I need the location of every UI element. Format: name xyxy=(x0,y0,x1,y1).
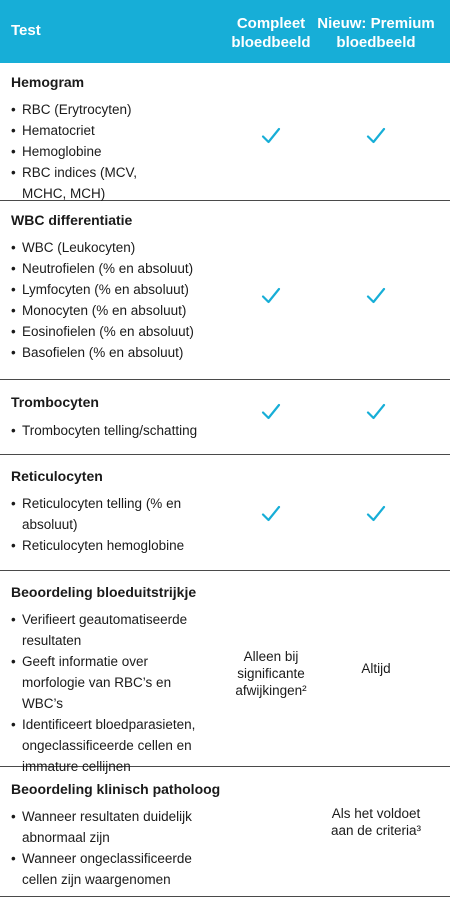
list-item: • Wanneer resultaten duidelijk abnormaal zijn xyxy=(11,806,196,848)
section-title: Hemogram xyxy=(11,74,85,90)
premium-cell xyxy=(312,571,440,766)
list-item: • Trombocyten telling/schatting xyxy=(11,420,230,441)
premium-note: Altijd xyxy=(361,661,391,676)
checkmark-icon xyxy=(261,402,281,422)
table-row xyxy=(0,455,450,571)
header-premium-bloedbeeld: Nieuw: Premium bloedbeeld xyxy=(317,15,435,51)
test-list xyxy=(11,806,230,890)
list-item: • Reticulocyten telling (% en absoluut) xyxy=(11,493,201,535)
compleet-cell xyxy=(230,455,312,570)
list-item: • Geeft informatie over morfologie van RBC’s en WBC’s xyxy=(11,651,211,714)
table-row xyxy=(0,63,450,201)
test-list xyxy=(11,99,230,204)
list-item: • Wanneer ongeclassificeerde cellen zijn waargenomen xyxy=(11,848,226,890)
test-list xyxy=(11,420,230,441)
section-title: Beoordeling bloeduitstrijkje xyxy=(11,584,197,600)
test-cell xyxy=(0,767,230,896)
list-item: • Neutrofielen (% en absoluut) xyxy=(11,258,230,279)
section-title: Beoordeling klinisch patholoog xyxy=(11,781,221,797)
test-list xyxy=(11,493,230,556)
premium-note: Als het voldoet aan de criteria³ xyxy=(330,805,422,838)
checkmark-icon xyxy=(366,126,386,146)
test-cell xyxy=(0,455,230,570)
compleet-cell xyxy=(230,767,312,896)
list-item: • Monocyten (% en absoluut) xyxy=(11,300,230,321)
checkmark-icon xyxy=(261,286,281,306)
list-item: • RBC (Erytrocyten) xyxy=(11,99,230,120)
checkmark-icon xyxy=(366,286,386,306)
list-item: • Reticulocyten hemoglobine xyxy=(11,535,230,556)
table-header xyxy=(0,0,450,63)
table-row xyxy=(0,201,450,380)
compleet-cell xyxy=(230,201,312,379)
list-item: • Hematocriet xyxy=(11,120,230,141)
compleet-cell xyxy=(230,571,312,766)
checkmark-icon xyxy=(366,402,386,422)
premium-cell xyxy=(312,767,440,896)
list-item: • Hemoglobine xyxy=(11,141,230,162)
premium-cell xyxy=(312,63,440,200)
table-row xyxy=(0,380,450,455)
test-cell xyxy=(0,571,230,774)
list-item: • Identificeert bloedparasieten, ongeclassificeerde cellen en immature cellijnen xyxy=(11,714,211,777)
premium-cell xyxy=(312,380,440,454)
section-title: Trombocyten xyxy=(11,394,99,410)
test-list xyxy=(11,237,230,363)
header-compleet-bloedbeeld: Compleet bloedbeeld xyxy=(231,15,311,51)
test-list xyxy=(11,609,230,777)
compleet-note: Alleen bij significante afwijkingen² xyxy=(235,649,307,698)
test-cell xyxy=(0,201,230,379)
list-item: • Lymfocyten (% en absoluut) xyxy=(11,279,230,300)
list-item: • WBC (Leukocyten) xyxy=(11,237,230,258)
compleet-cell xyxy=(230,63,312,200)
table-row xyxy=(0,767,450,897)
checkmark-icon xyxy=(366,504,386,524)
test-cell xyxy=(0,63,230,200)
list-item: • RBC indices (MCV, MCHC, MCH) xyxy=(11,162,151,204)
section-title: Reticulocyten xyxy=(11,468,103,484)
section-title: WBC differentiatie xyxy=(11,212,133,228)
premium-cell xyxy=(312,201,440,379)
table-row xyxy=(0,571,450,774)
compleet-cell xyxy=(230,380,312,454)
checkmark-icon xyxy=(261,504,281,524)
list-item: • Verifieert geautomatiseerde resultaten xyxy=(11,609,196,651)
list-item: • Eosinofielen (% en absoluut) xyxy=(11,321,230,342)
premium-cell xyxy=(312,455,440,570)
test-cell xyxy=(0,380,230,454)
list-item: • Basofielen (% en absoluut) xyxy=(11,342,230,363)
checkmark-icon xyxy=(261,126,281,146)
header-test: Test xyxy=(11,22,41,39)
